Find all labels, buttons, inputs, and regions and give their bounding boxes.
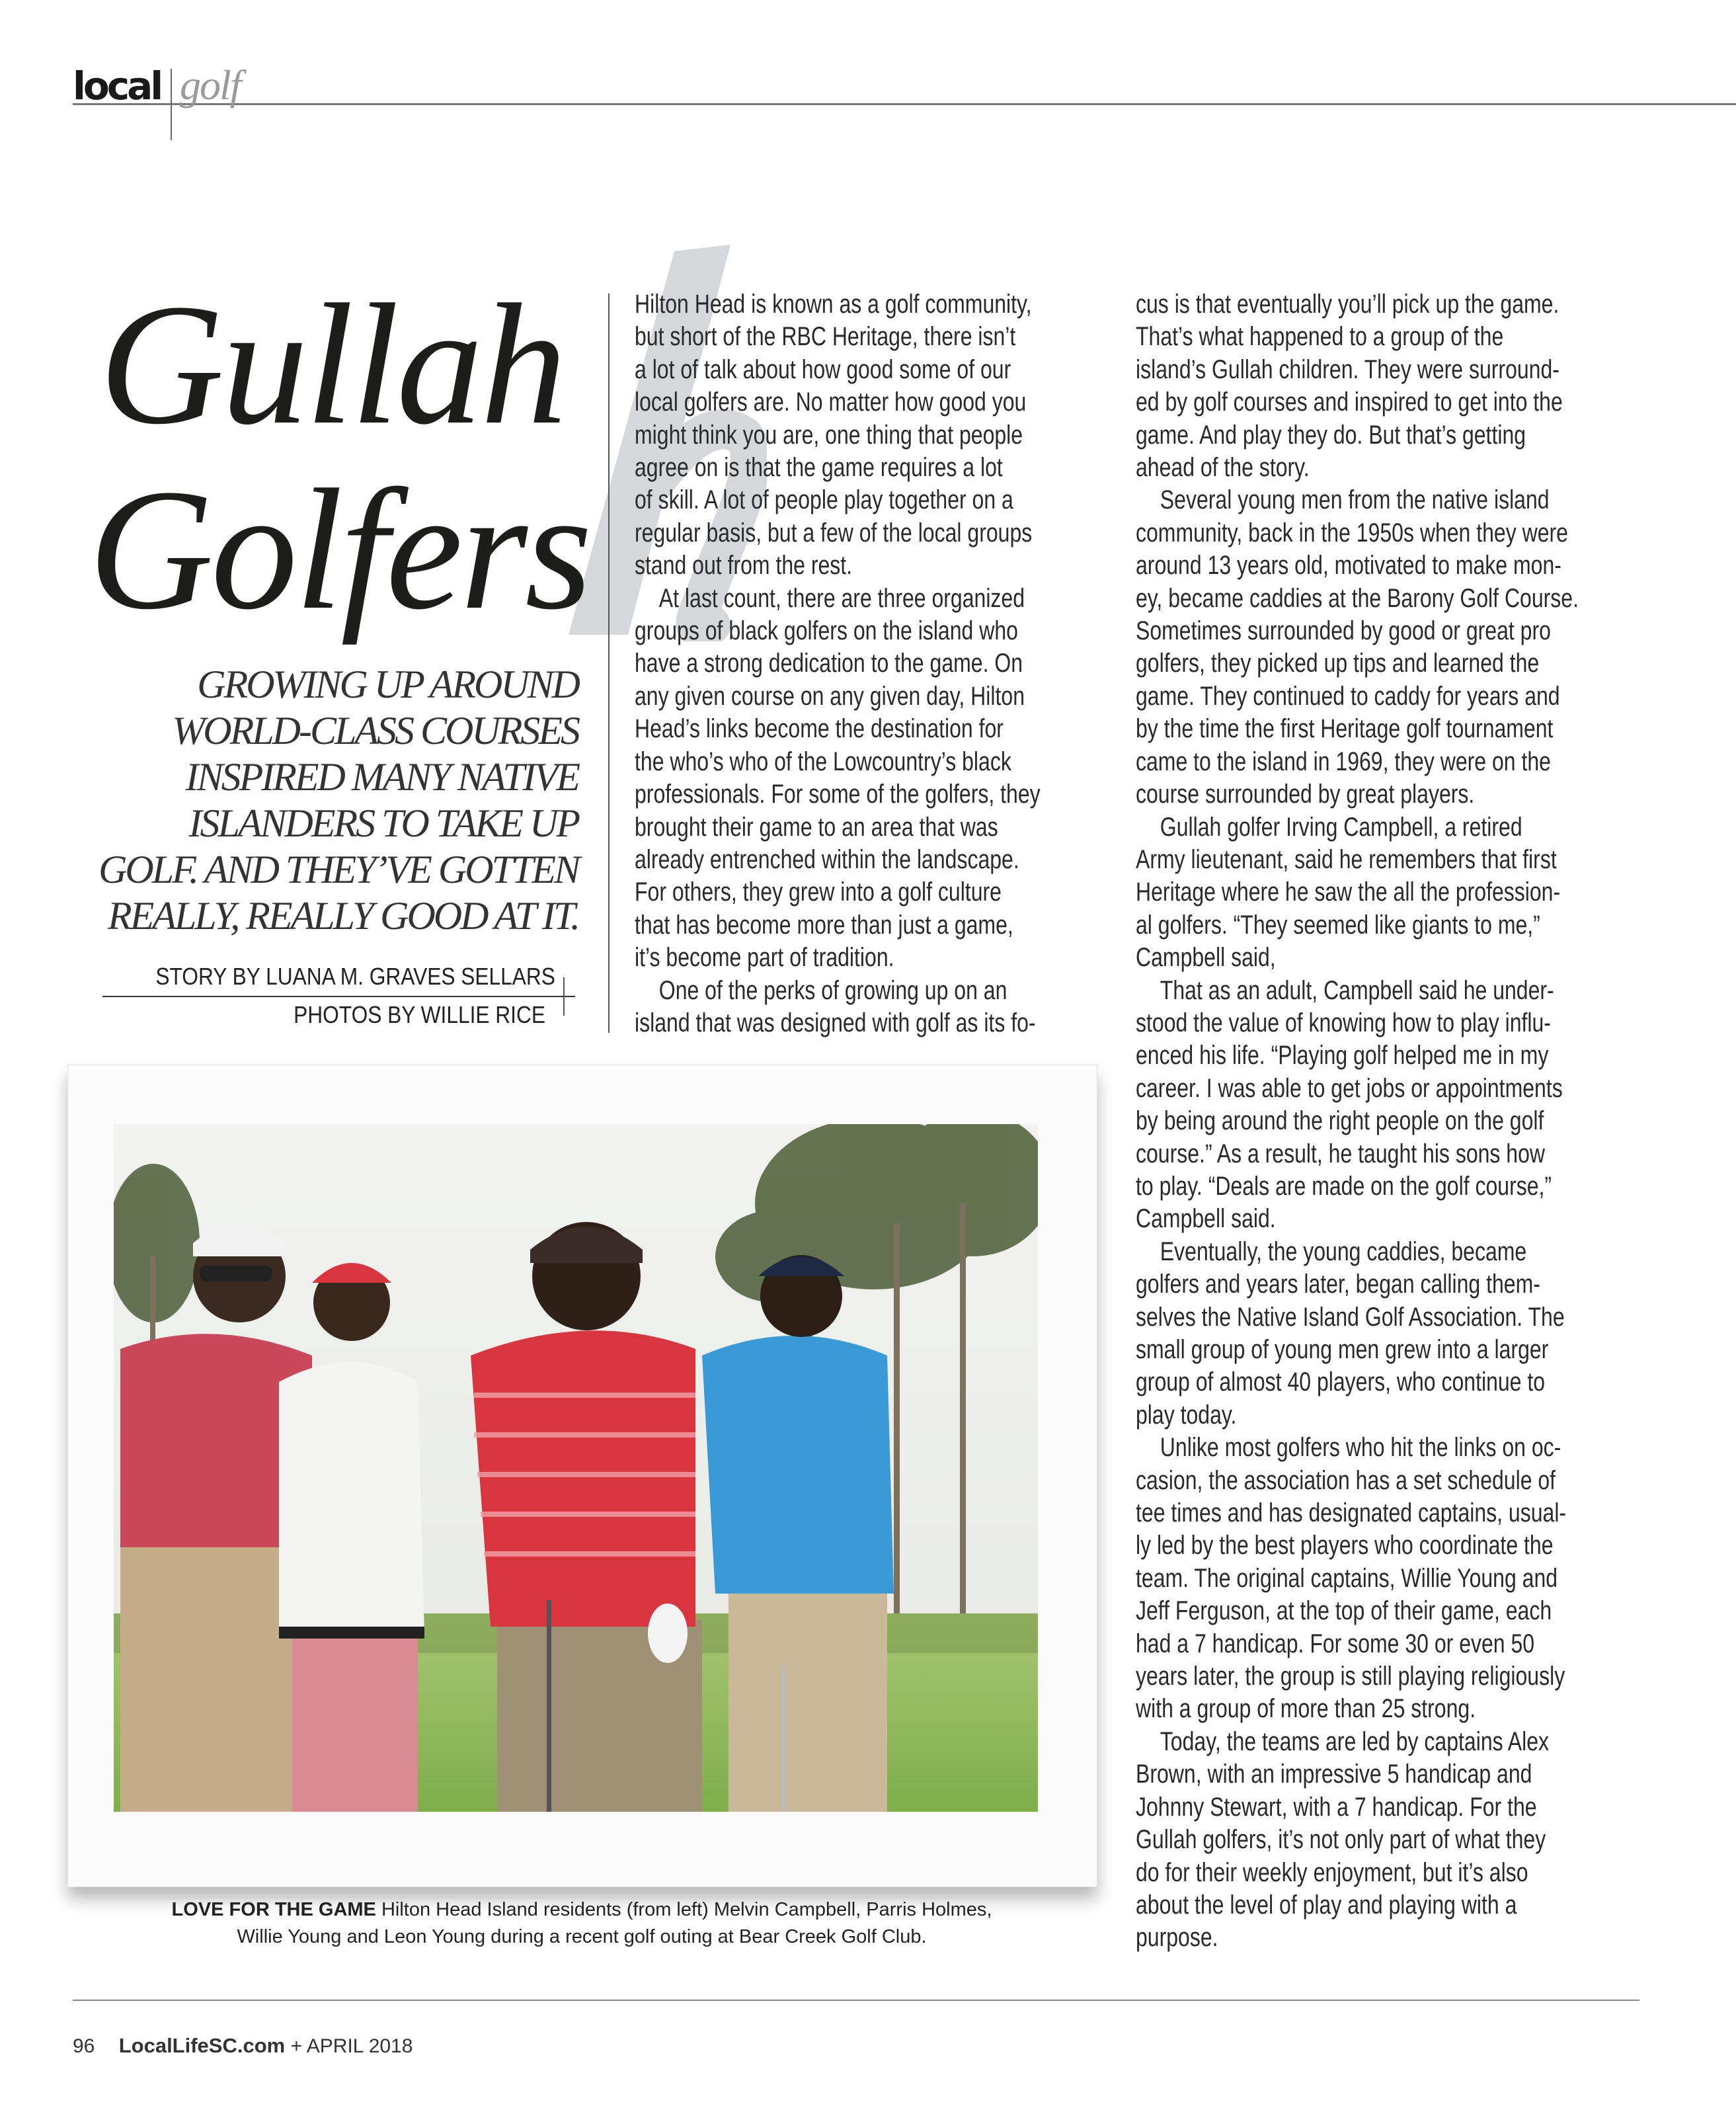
article-line: Campbell said, <box>1136 943 1276 973</box>
article-line: of skill. A lot of people play together on a <box>635 485 1013 515</box>
article-column-1 <box>635 288 1041 1039</box>
subheadline-line: REALLY, REALLY GOOD AT IT. <box>107 894 578 938</box>
article-line: casion, the association has a set schedule of <box>1136 1465 1556 1495</box>
headline-line-2: Golfers <box>89 454 590 645</box>
caption-lead: LOVE FOR THE GAME <box>171 1899 376 1920</box>
article-line: course.” As a result, he taught his sons how <box>1136 1139 1545 1168</box>
byline-rule <box>102 996 575 997</box>
article-line: the who’s who of the Lowcountry’s black <box>635 747 1011 776</box>
article-line: Hilton Head is known as a golf community, <box>635 290 1032 319</box>
article-line: Brown, with an impressive 5 handicap and <box>1136 1760 1532 1789</box>
article-line: cus is that eventually you’ll pick up the game. <box>1136 290 1559 319</box>
article-line: Today, the teams are led by captains Alex <box>1160 1726 1549 1756</box>
article-line: years later, the group is still playing religiously <box>1136 1662 1565 1691</box>
article-line: a lot of talk about how good some of our <box>635 354 1011 384</box>
article-line: had a 7 handicap. For some 30 or even 50 <box>1136 1629 1535 1658</box>
article-line: game. They continued to caddy for years and <box>1136 681 1560 711</box>
article-line: Army lieutenant, said he remembers that first <box>1136 844 1557 874</box>
footer-rule <box>73 2000 1639 2001</box>
article-line: that has become more than just a game, <box>635 910 1013 940</box>
headline-line-1: Gullah <box>99 268 565 460</box>
article-line: do for their weekly enjoyment, but it’s also <box>1136 1857 1528 1887</box>
byline-story: STORY BY LUANA M. GRAVES SELLARS <box>155 963 555 990</box>
article-column-2 <box>1136 288 1579 1955</box>
article-line: career. I was able to get jobs or appointments <box>1136 1073 1563 1103</box>
article-line: professionals. For some of the golfers, they <box>635 780 1041 809</box>
article-line: ahead of the story. <box>1136 453 1310 483</box>
article-line: play today. <box>1136 1400 1237 1430</box>
article-line: game. And play they do. But that’s getting <box>1136 420 1526 450</box>
photo-caption <box>119 1896 1045 1951</box>
article-line: but short of the RBC Heritage, there isn’t <box>635 322 1016 352</box>
article-line: Campbell said. <box>1136 1204 1276 1234</box>
article-line: That’s what happened to a group of the <box>1136 322 1504 352</box>
article-line: by being around the right people on the golf <box>1136 1106 1544 1136</box>
article-line: At last count, there are three organized <box>658 583 1025 613</box>
article-line: One of the perks of growing up on an <box>658 975 1007 1005</box>
article-line: agree on is that the game requires a lot <box>635 453 1003 483</box>
article-line: about the level of play and playing with a <box>1136 1890 1517 1920</box>
article-line: Johnny Stewart, with a 7 handicap. For the <box>1136 1792 1537 1822</box>
caption-text: Hilton Head Island residents (from left) Melvin Campbell, Parris Holmes, <box>375 1899 992 1920</box>
byline-photos: PHOTOS BY WILLIE RICE <box>294 1001 545 1028</box>
article-line: to play. “Deals are made on the golf course,” <box>1136 1171 1552 1201</box>
article-line: groups of black golfers on the island who <box>635 616 1018 646</box>
article-line: Eventually, the young caddies, became <box>1160 1236 1527 1266</box>
column-rule <box>608 294 610 1033</box>
group-photo[interactable] <box>114 1124 1038 1812</box>
article-line: came to the island in 1969, they were on the <box>1136 747 1551 776</box>
article-line: stood the value of knowing how to play influ- <box>1136 1008 1551 1037</box>
article-line: tee times and has designated captains, usual- <box>1136 1498 1567 1528</box>
article-line: stand out from the rest. <box>635 551 853 581</box>
article-line: al golfers. “They seemed like giants to me,” <box>1136 910 1540 940</box>
article-line: might think you are, one thing that people <box>635 420 1023 450</box>
site-link[interactable]: LocalLifeSC.com <box>118 2034 286 2057</box>
article-line: ey, became caddies at the Barony Golf Course. <box>1136 583 1579 613</box>
article-line: Unlike most golfers who hit the links on oc- <box>1160 1433 1561 1463</box>
article-line: purpose. <box>1136 1923 1218 1953</box>
article-line: Jeff Ferguson, at the top of their game, each <box>1136 1596 1552 1626</box>
page-footer <box>73 2034 413 2058</box>
article-line: That as an adult, Campbell said he under- <box>1160 975 1554 1005</box>
article-line: island’s Gullah children. They were surround- <box>1136 354 1559 384</box>
article-line: course surrounded by great players. <box>1136 780 1475 809</box>
page-number: 96 <box>73 2035 95 2057</box>
article-line: selves the Native Island Golf Association. The <box>1136 1302 1565 1332</box>
article-line: golfers, they picked up tips and learned the <box>1136 649 1540 678</box>
article-line: already entrenched within the landscape. <box>635 844 1019 874</box>
article-line: Head’s links become the destination for <box>635 714 1004 744</box>
header-rule <box>73 103 1736 105</box>
article-line: local golfers are. No matter how good you <box>635 387 1027 417</box>
subheadline-line: GROWING UP AROUND <box>197 663 578 706</box>
article-line: have a strong dedication to the game. On <box>635 649 1023 678</box>
article-line: Gullah golfers, it’s not only part of what they <box>1136 1825 1546 1855</box>
article-line: team. The original captains, Willie Young and <box>1136 1563 1558 1593</box>
article-line: island that was designed with golf as its fo- <box>635 1008 1036 1037</box>
article-line: Several young men from the native island <box>1160 485 1550 515</box>
header-divider <box>171 69 172 140</box>
article-line: ly led by the best players who coordinate the <box>1136 1531 1554 1561</box>
article-line: community, back in the 1950s when they were <box>1136 518 1568 547</box>
brand-logo[interactable]: local <box>73 63 161 108</box>
subheadline-line: ISLANDERS TO TAKE UP <box>188 801 578 845</box>
article-line: around 13 years old, motivated to make mon- <box>1136 551 1561 581</box>
article-line: by the time the first Heritage golf tournament <box>1136 714 1554 744</box>
article-line: brought their game to an area that was <box>635 812 998 842</box>
section-label: golf <box>180 61 241 108</box>
article-line: regular basis, but a few of the local groups <box>635 518 1033 547</box>
article-line: with a group of more than 25 strong. <box>1136 1694 1476 1724</box>
article-line: Heritage where he saw the all the profession- <box>1136 877 1561 907</box>
subheadline <box>59 661 578 939</box>
article-line: ed by golf courses and inspired to get into the <box>1136 387 1563 417</box>
article-line: it’s become part of tradition. <box>635 943 894 973</box>
article-line: group of almost 40 players, who continue to <box>1136 1367 1546 1397</box>
article-line: Sometimes surrounded by good or great pro <box>1136 616 1551 646</box>
byline-tick <box>563 977 565 1016</box>
article-line: any given course on any given day, Hilton <box>635 681 1025 711</box>
subheadline-line: WORLD-CLASS COURSES <box>172 709 578 752</box>
article-line: Gullah golfer Irving Campbell, a retired <box>1160 812 1522 842</box>
article-line: enced his life. “Playing golf helped me in my <box>1136 1041 1549 1071</box>
article-line: For others, they grew into a golf culture <box>635 877 1002 907</box>
subheadline-line: INSPIRED MANY NATIVE <box>185 755 578 799</box>
caption-text: Willie Young and Leon Young during a recent golf outing at Bear Creek Golf Club. <box>237 1926 927 1947</box>
article-line: small group of young men grew into a larger <box>1136 1335 1549 1364</box>
subheadline-line: GOLF. AND THEY’VE GOTTEN <box>99 848 578 891</box>
issue-date: + APRIL 2018 <box>290 2035 413 2057</box>
article-line: golfers and years later, began calling them- <box>1136 1270 1540 1299</box>
